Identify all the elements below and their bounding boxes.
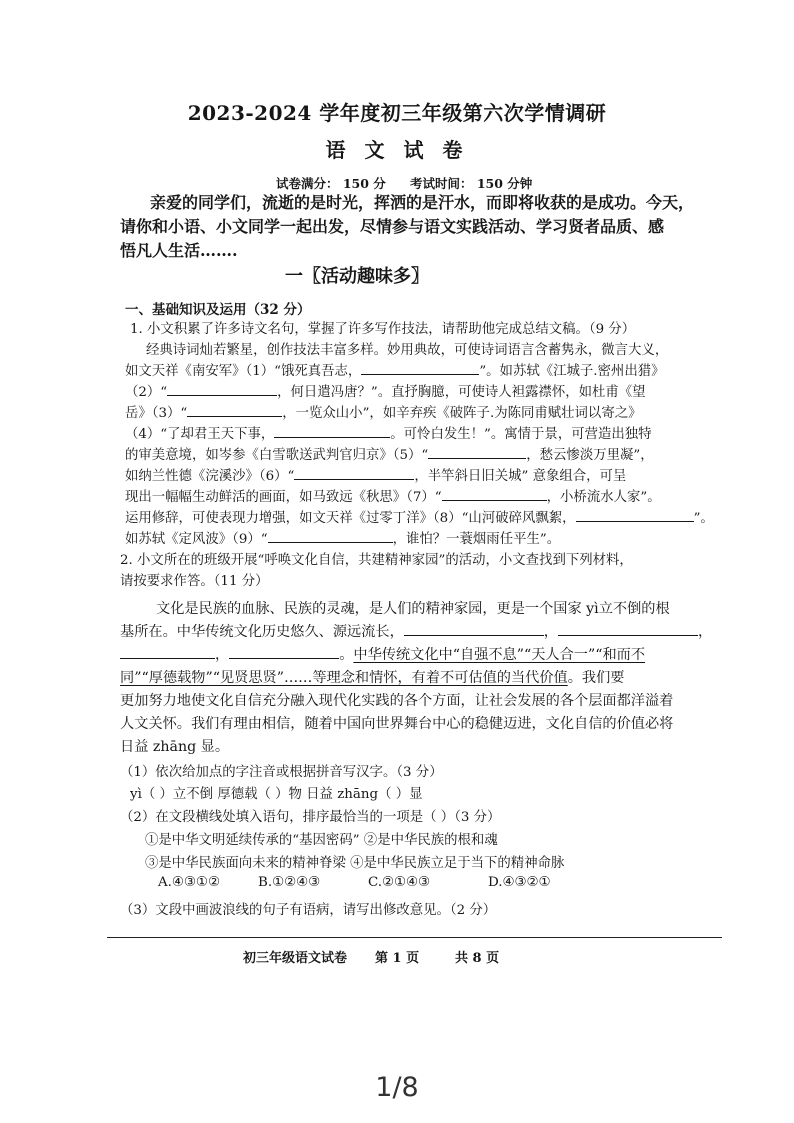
answer-blank[interactable] [361,361,479,375]
q1-text: ，小桥流水人家”。 [546,490,661,505]
passage-blank[interactable] [229,645,339,659]
q2-sub1: （1）依次给加点的字注音或根据拼音写汉字。（3 分） [120,765,443,780]
passage-line: 更加努力地使文化自信充分融入现代化实践的各个方面，让社会发展的各个层面都洋溢着 [120,693,674,709]
answer-blank[interactable] [576,508,694,522]
subsection-title: 一、基础知识及运用（32 分） [125,302,311,318]
q1-prompt: 1. 小文积累了许多诗文名句，掌握了许多写作技法，请帮助他完成总结文稿。（9 分） [130,322,636,337]
answer-blank[interactable] [167,382,277,396]
q1-line [125,486,661,505]
answer-blank[interactable] [294,466,414,480]
q1-text: ，何日遣冯唐？”。直抒胸臆，可使诗人袒露襟怀，如杜甫《望 [277,385,646,400]
q1-text: 如纳兰性德《浣溪沙》（6）“ [125,469,295,484]
q1-text: 岳》（3）“ [125,406,188,421]
passage-blank[interactable] [120,645,215,659]
exam-title: 2023-2024 学年度初三年级第六次学情调研 [187,101,607,125]
passage-text: 。我们要 [567,670,625,686]
passage-line [120,644,645,664]
q2-options-row2: ③是中华民族面向未来的精神脊梁 ④是中华民族立足于当下的精神命脉 [145,856,565,871]
passage-text: ， [215,647,230,663]
page-indicator: 1/8 [375,1072,419,1103]
passage-text: ， [543,624,558,640]
q1-line [125,402,642,421]
q1-text: （4）“了却君王天下事， [125,427,275,442]
q1-text: ，愁云惨淡万里凝”， [526,448,654,463]
passage-blank[interactable] [404,622,544,636]
q1-text: 如苏轼《定风波》（9）“ [125,532,268,547]
exam-time: 考试时间： 150 分钟 [410,176,533,191]
passage-text: 。 [339,647,354,663]
q1-line [125,465,626,484]
answer-blank[interactable] [274,424,390,438]
passage-line: 人文关怀。我们有理由相信，随着中国向世界舞台中心的稳健迈进，文化自信的价值必将 [120,716,674,732]
intro-line-2: 请你和小语、小文同学一起出发，尽情参与语文实践活动、学习贤者品质、感 [120,217,665,236]
q1-text: ，谁怕？一蓑烟雨任平生”。 [392,532,561,547]
q1-text: ，一览众山小”，如辛弃疾《破阵子.为陈同甫赋壮词以寄之》 [282,406,642,421]
q1-line [125,360,665,379]
q1-text: 现出一幅幅生动鲜活的画面，如马致远《秋思》（7）“ [125,490,442,505]
q2-prompt: 2. 小文所在的班级开展“呼唤文化自信，共建精神家园”的活动，小文查找到下列材料， [120,553,633,568]
q1-text: ”。 [693,511,714,526]
wavy-sentence: 中华传统文化中“自强不息”“天人合一”“和而不 [353,647,646,663]
q1-line [125,444,654,463]
q1-text: 。可怜白发生！”。寓情于景，可营造出独特 [390,427,652,442]
q2-sub1-items: yì（ ）立不倒 厚德载（ ）物 日益 zhāng（ ）显 [130,787,423,802]
footer-paper-name: 初三年级语文试卷 [243,951,348,966]
passage-text: 基所在。中华传统文化历史悠久、源远流长， [120,624,404,640]
passage-line [120,667,624,687]
choice-b[interactable]: B.①②④③ [258,875,321,890]
q1-line [125,528,560,547]
passage-text: ， [697,624,713,640]
section-title: 一〖活动趣味多〗 [285,266,429,287]
q1-text: ，半竿斜日旧关城” 意象组合，可呈 [414,469,627,484]
choice-d[interactable]: D.④③②① [488,875,551,890]
passage-line: 文化是民族的血脉、民族的灵魂，是人们的精神家园，更是一个国家 yì立不倒的根 [156,601,670,617]
passage-line: 日益 zhāng 显。 [120,739,230,755]
wavy-sentence: 同”“厚德载物”“见贤思贤”……等理念和情怀，有着不可估值的当代价值 [120,670,568,686]
q2-sub2: （2）在文段横线处填入语句，排序最恰当的一项是（ ）（3 分） [120,810,501,825]
q1-text: 的审美意境，如岑参《白雪歌送武判官归京》（5）“ [125,448,429,463]
q1-text: 如文天祥《南安军》（1）“饿死真吾志， [125,364,362,379]
q2-sub3: （3）文段中画波浪线的句子有语病，请写出修改意见。（2 分） [120,903,497,918]
passage-line [120,621,712,641]
q2-prompt-cont: 请按要求作答。（11 分） [120,574,269,589]
choice-c[interactable]: C.②①④③ [368,875,431,890]
answer-blank[interactable] [442,487,547,501]
answer-blank[interactable] [187,403,282,417]
footer-page: 第 1 页 [375,951,420,966]
footer-divider [107,937,722,938]
paper-subtitle: 语 文 试 卷 [325,138,469,162]
q1-line [125,381,646,400]
q1-line [125,507,714,526]
intro-line-1: 亲爱的同学们，流逝的是时光，挥洒的是汗水，而即将收获的是成功。今天， [150,193,695,212]
q1-text: 运用修辞，可使表现力增强，如文天祥《过零丁洋》（8）“山河破碎风飘絮， [125,511,576,526]
q2-options-row1: ①是中华文明延续传承的“基因密码” ②是中华民族的根和魂 [145,833,498,848]
q1-text: ”。如苏轼《江城子.密州出猎》 [479,364,665,379]
q1-line: 经典诗词灿若繁星，创作技法丰富多样。妙用典故，可使诗词语言含蓄隽永，微言大义， [146,343,669,358]
q1-line [125,423,652,442]
footer-total: 共 8 页 [455,951,500,966]
answer-blank[interactable] [428,445,526,459]
passage-blank[interactable] [558,622,698,636]
intro-line-3: 悟凡人生活……. [120,241,238,260]
answer-blank[interactable] [268,529,393,543]
q1-text: （2）“ [125,385,168,400]
full-score: 试卷满分： 150 分 [276,176,386,191]
choice-a[interactable]: A.④③①② [158,875,220,890]
